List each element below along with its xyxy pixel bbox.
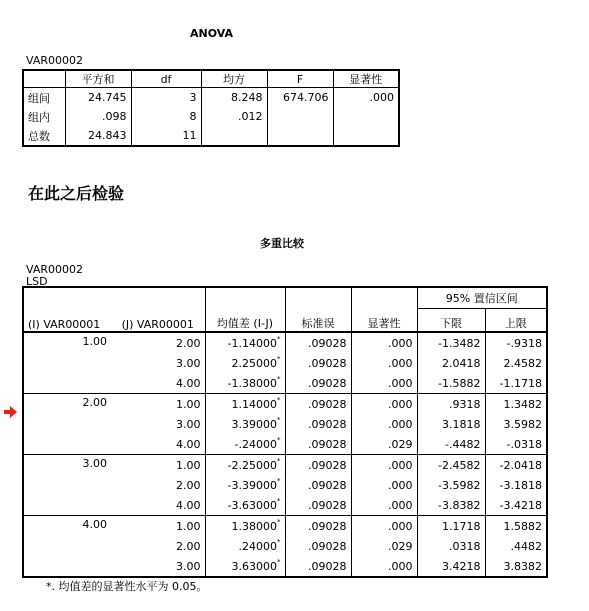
cell-upper: -2.0418 [485, 455, 547, 476]
anova-variable-label: VAR00002 [26, 54, 83, 67]
cell-lower: -2.4582 [417, 455, 485, 476]
table-row [23, 332, 547, 353]
mean-diff-value: -.24000 [234, 437, 277, 451]
col-header-significance: 显著性 [351, 287, 417, 332]
cell-mean-diff [205, 414, 285, 434]
cell [333, 107, 399, 126]
cell-upper: 3.5982 [485, 414, 547, 434]
cell [267, 126, 333, 146]
table-row [23, 394, 547, 415]
anova-col-header [23, 70, 65, 88]
cell-mean-diff [205, 475, 285, 495]
cell-upper: -.0318 [485, 434, 547, 455]
cell-significance: .029 [351, 536, 417, 556]
cell-upper: -.9318 [485, 332, 547, 353]
significance-mark: * [277, 517, 281, 526]
significance-mark: * [277, 557, 281, 566]
cell-upper: -1.1718 [485, 373, 547, 394]
cell-significance: .000 [351, 495, 417, 516]
cell: 8.248 [201, 88, 267, 108]
cell-significance: .000 [351, 332, 417, 353]
group-label-i: 4.00 [23, 516, 111, 578]
cell: .000 [333, 88, 399, 108]
cell-lower: 2.0418 [417, 353, 485, 373]
cell-mean-diff [205, 556, 285, 577]
cell-std-error: .09028 [285, 495, 351, 516]
cell: 674.706 [267, 88, 333, 108]
cell-mean-diff [205, 373, 285, 394]
row-label: 组内 [28, 110, 50, 124]
cell-lower: -1.5882 [417, 373, 485, 394]
col-header-j: (J) VAR00001 [111, 287, 205, 332]
row-label: 总数 [28, 129, 50, 143]
mean-diff-value: .24000 [238, 539, 277, 553]
cell-j: 4.00 [176, 437, 201, 451]
cell-std-error: .09028 [285, 332, 351, 353]
cell-significance: .000 [351, 556, 417, 577]
col-header-i: (I) VAR00001 [23, 287, 111, 332]
cell: 11 [131, 126, 201, 146]
mean-diff-value: -3.39000 [227, 478, 277, 492]
mean-diff-value: -2.25000 [227, 458, 277, 472]
table-header-row [23, 287, 547, 309]
cell-mean-diff [205, 353, 285, 373]
anova-header-row [23, 70, 399, 88]
cell-j: 2.00 [176, 336, 201, 350]
col-header-upper: 上限 [485, 309, 547, 333]
cell-upper: 2.4582 [485, 353, 547, 373]
cell-lower: 1.1718 [417, 516, 485, 537]
mean-diff-value: 1.38000 [231, 519, 277, 533]
cell-mean-diff [205, 394, 285, 415]
cell-upper: 3.8382 [485, 556, 547, 577]
cell-std-error: .09028 [285, 475, 351, 495]
cell-j: 4.00 [176, 498, 201, 512]
table-row [23, 516, 547, 537]
mean-diff-value: -3.63000 [227, 498, 277, 512]
multiple-comparisons-body [23, 332, 547, 577]
cell [333, 126, 399, 146]
cell: .098 [65, 107, 131, 126]
group-label-i: 2.00 [23, 394, 111, 455]
cell: 8 [131, 107, 201, 126]
col-header-lower: 下限 [417, 309, 485, 333]
cell-upper: 1.5882 [485, 516, 547, 537]
mean-diff-value: 3.63000 [231, 559, 277, 573]
mean-diff-value: -1.38000 [227, 376, 277, 390]
significance-mark: * [277, 354, 281, 363]
significance-mark: * [277, 496, 281, 505]
anova-col-header: df [131, 70, 201, 88]
cell-significance: .000 [351, 353, 417, 373]
cell-std-error: .09028 [285, 536, 351, 556]
cell-lower: .9318 [417, 394, 485, 415]
table-row [23, 126, 399, 146]
cell-std-error: .09028 [285, 556, 351, 577]
table-row [23, 455, 547, 476]
significance-mark: * [277, 374, 281, 383]
cell-mean-diff [205, 434, 285, 455]
cell-j: 1.00 [111, 516, 205, 537]
significance-mark: * [277, 476, 281, 485]
cell-upper: -3.4218 [485, 495, 547, 516]
cell-significance: .000 [351, 516, 417, 537]
red-arrow-icon [4, 406, 17, 418]
cell-j: 1.00 [111, 394, 205, 415]
cell-significance: .000 [351, 455, 417, 476]
posthoc-heading: 在此之后检验 [28, 184, 125, 203]
cell-lower: .0318 [417, 536, 485, 556]
cell-lower: 3.4218 [417, 556, 485, 577]
row-label: 组间 [28, 91, 50, 105]
cell-j: 2.00 [176, 539, 201, 553]
multiple-comparisons-title: 多重比较 [260, 237, 304, 250]
cell [267, 107, 333, 126]
cell-j: 1.00 [111, 455, 205, 476]
col-header-confidence-interval: 95% 置信区间 [417, 287, 547, 309]
cell-lower: -1.3482 [417, 332, 485, 353]
significance-mark: * [277, 456, 281, 465]
cell: 24.745 [65, 88, 131, 108]
cell-significance: .000 [351, 394, 417, 415]
cell-mean-diff [205, 516, 285, 537]
cell-std-error: .09028 [285, 353, 351, 373]
cell-std-error: .09028 [285, 455, 351, 476]
cell-j: 2.00 [176, 478, 201, 492]
footnote: *. 均值差的显著性水平为 0.05。 [46, 580, 208, 593]
cell-j: 3.00 [176, 417, 201, 431]
cell-lower: -3.5982 [417, 475, 485, 495]
multiple-variable-label: VAR00002 [26, 263, 83, 276]
cell: 3 [131, 88, 201, 108]
cell-upper: .4482 [485, 536, 547, 556]
cell-lower: -3.8382 [417, 495, 485, 516]
significance-mark: * [277, 395, 281, 404]
cell-lower: 3.1818 [417, 414, 485, 434]
anova-title: ANOVA [190, 27, 234, 40]
col-header-std-error: 标准误 [285, 287, 351, 332]
cell-std-error: .09028 [285, 373, 351, 394]
method-label: LSD [26, 275, 48, 288]
cell-std-error: .09028 [285, 516, 351, 537]
cell-significance: .000 [351, 414, 417, 434]
cell-j: 3.00 [176, 356, 201, 370]
anova-col-header: 平方和 [65, 70, 131, 88]
cell-mean-diff [205, 455, 285, 476]
anova-col-header: 显著性 [333, 70, 399, 88]
cell-std-error: .09028 [285, 414, 351, 434]
cell-significance: .000 [351, 373, 417, 394]
cell-mean-diff [205, 332, 285, 353]
significance-mark: * [277, 537, 281, 546]
col-header-mean-diff: 均值差 (I-J) [205, 287, 285, 332]
cell-lower: -.4482 [417, 434, 485, 455]
cell-mean-diff [205, 495, 285, 516]
cell-j: 4.00 [176, 376, 201, 390]
significance-mark: * [277, 334, 281, 343]
cell-std-error: .09028 [285, 434, 351, 455]
mean-diff-value: 3.39000 [231, 417, 277, 431]
multiple-comparisons-table [22, 286, 548, 578]
cell: .012 [201, 107, 267, 126]
anova-col-header: F [267, 70, 333, 88]
mean-diff-value: -1.14000 [227, 336, 277, 350]
cell-j: 3.00 [176, 559, 201, 573]
cell-mean-diff [205, 536, 285, 556]
mean-diff-value: 2.25000 [231, 356, 277, 370]
significance-mark: * [277, 415, 281, 424]
mean-diff-value: 1.14000 [231, 397, 277, 411]
cell: 24.843 [65, 126, 131, 146]
cell-std-error: .09028 [285, 394, 351, 415]
anova-col-header: 均方 [201, 70, 267, 88]
cell-significance: .000 [351, 475, 417, 495]
table-row [23, 107, 399, 126]
cell-significance: .029 [351, 434, 417, 455]
significance-mark: * [277, 435, 281, 444]
group-label-i: 3.00 [23, 455, 111, 516]
table-row [23, 88, 399, 108]
group-label-i: 1.00 [82, 335, 107, 348]
cell [201, 126, 267, 146]
cell-upper: 1.3482 [485, 394, 547, 415]
cell-upper: -3.1818 [485, 475, 547, 495]
anova-table [22, 69, 400, 147]
